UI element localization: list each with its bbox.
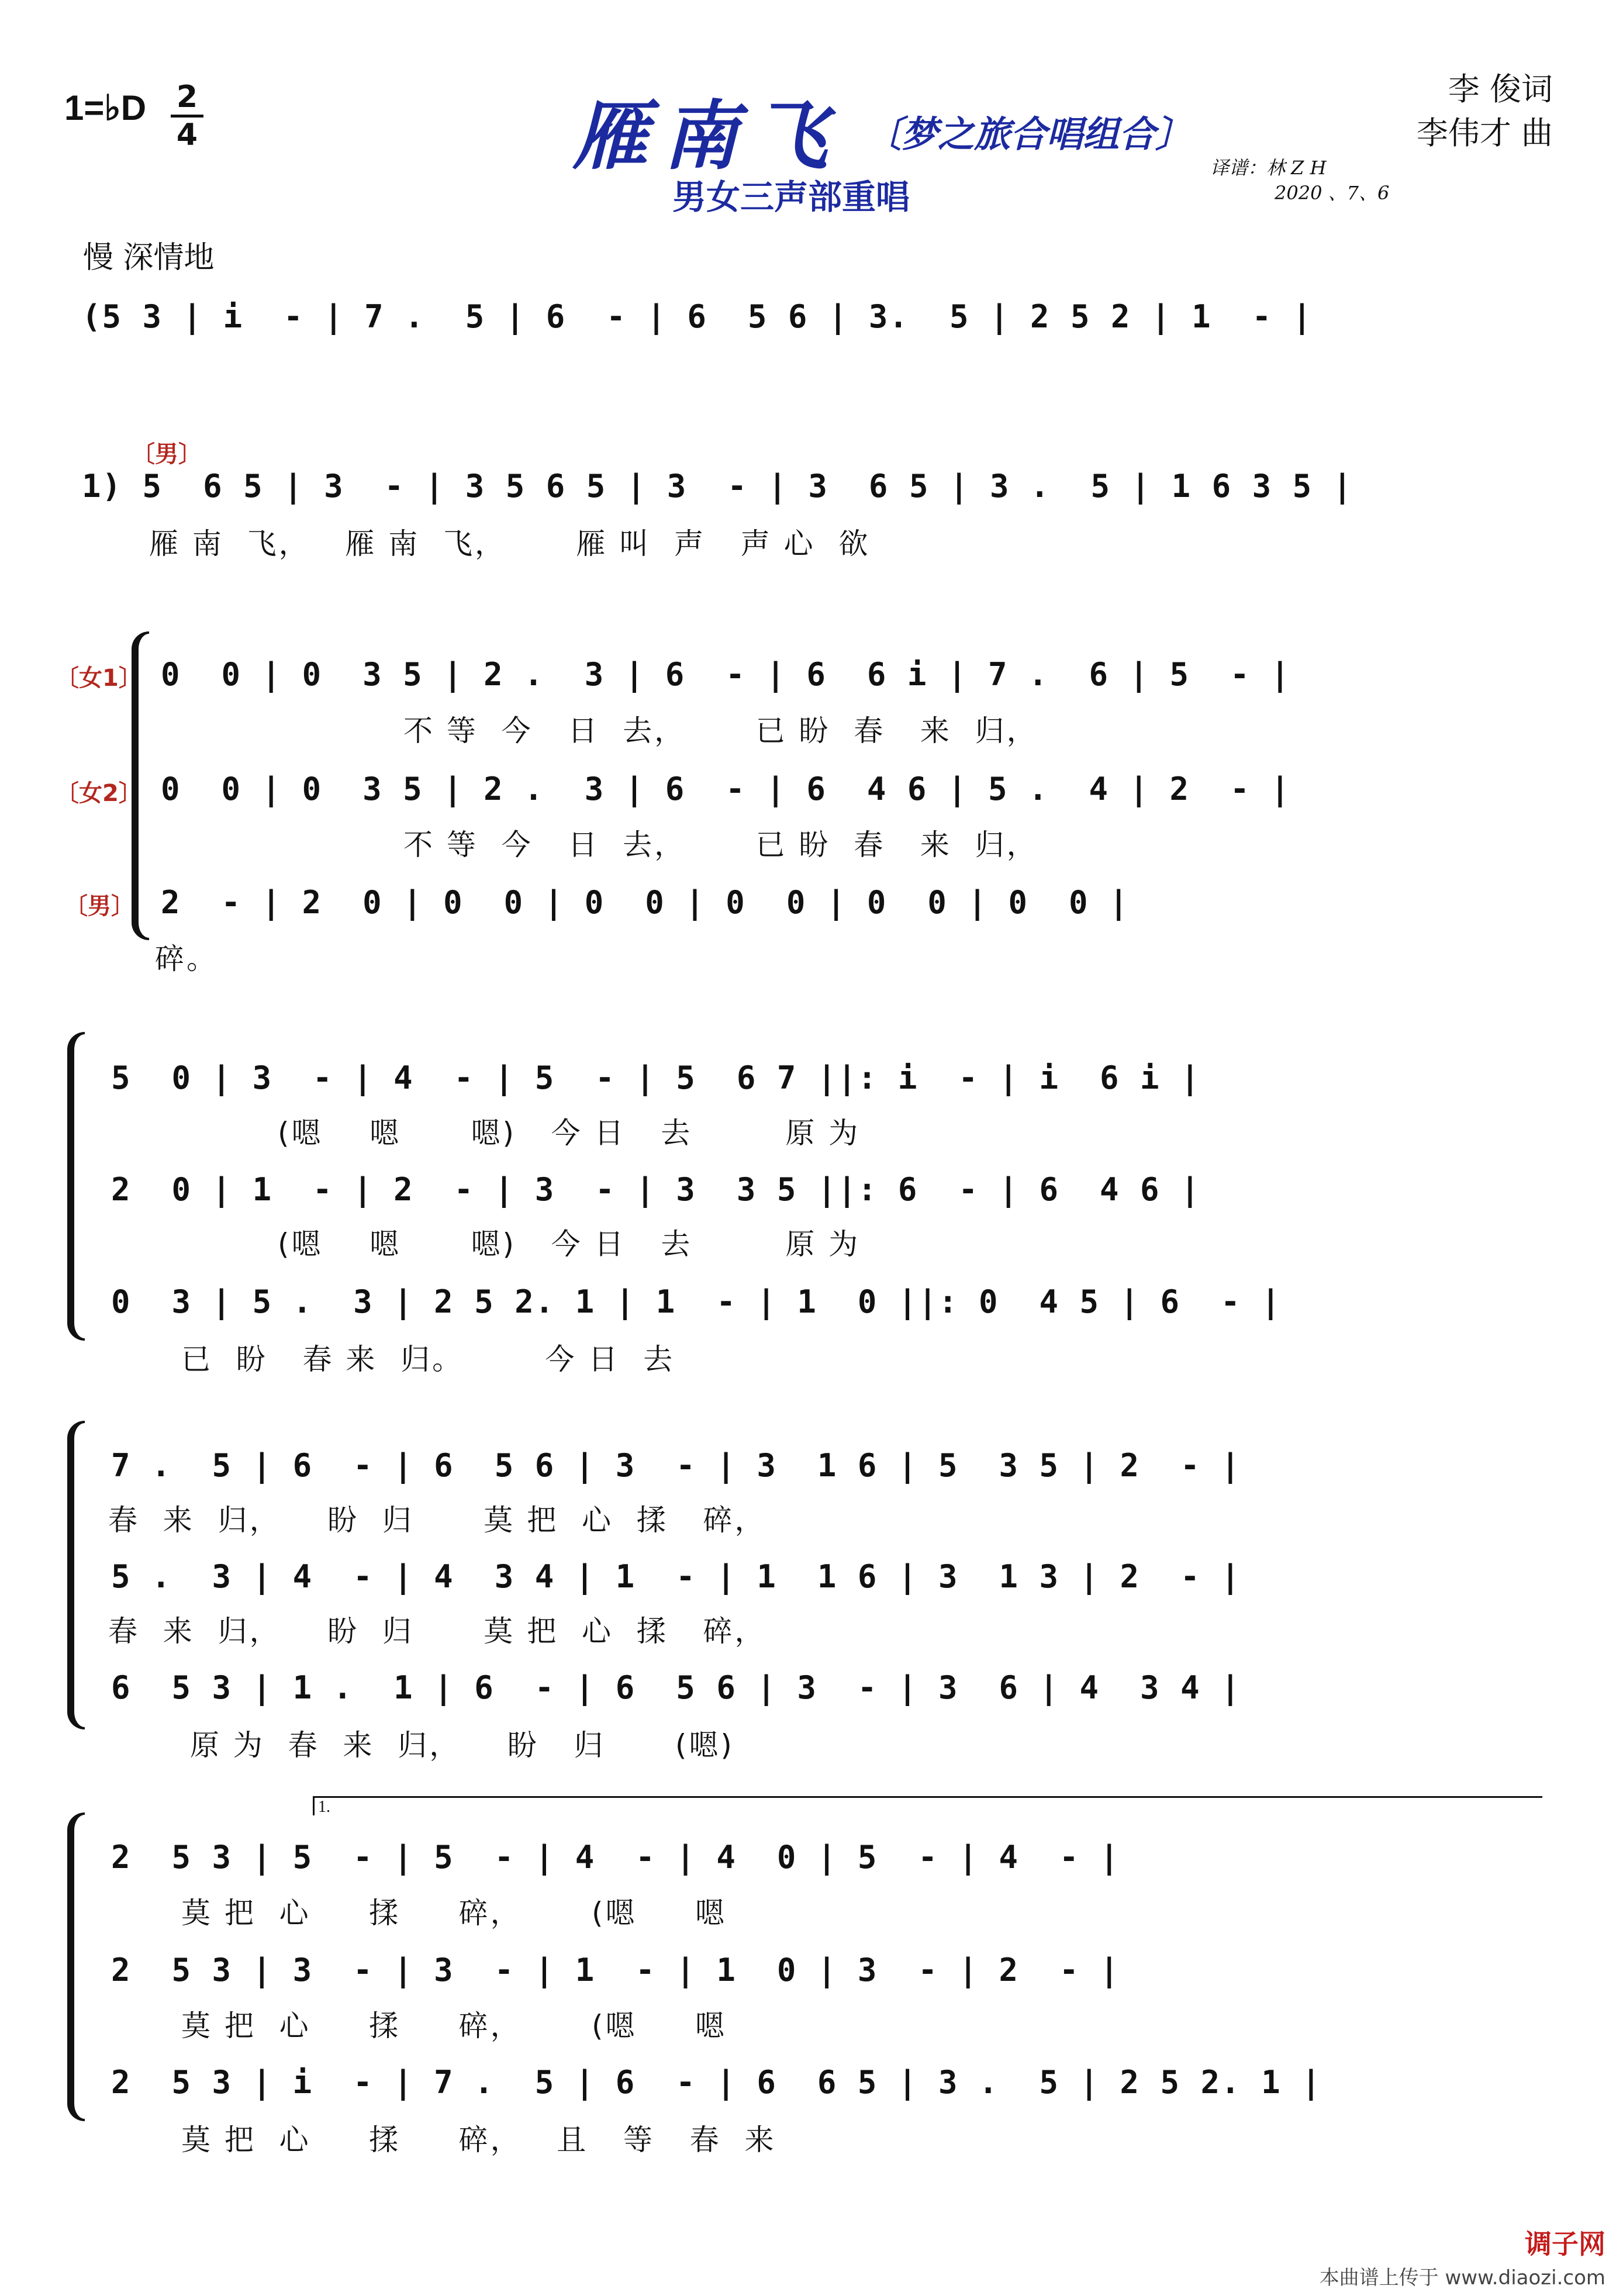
transcribe-date: 2020 、7、6: [1275, 182, 1390, 204]
sys2-notes: 1) 5 6 5 | 3 - | 3 5 6 5 | 3 - | 3 6 5 | 3 . 5 | 1 6 3 5 |: [82, 468, 1353, 505]
watermark-site: 调子网: [1525, 2228, 1605, 2260]
volta-label: 1.: [318, 1798, 330, 1816]
key-signature: 1=♭D: [64, 88, 147, 127]
label-female1: 〔女1〕: [56, 665, 142, 692]
time-signature: [171, 80, 203, 153]
song-subtitle: 〔梦之旅合唱组合〕: [865, 113, 1192, 156]
label-male-2: 〔男〕: [64, 893, 134, 920]
sys5-m-notes: 6 5 3 | 1 . 1 | 6 - | 6 5 6 | 3 - | 3 6 | 4 3 4 |: [111, 1669, 1241, 1706]
lyricist: 李 俊词: [1448, 71, 1553, 108]
sys4-m-notes: 0 3 | 5 . 3 | 2 5 2. 1 | 1 - | 1 0 ||: 0 4 5 | 6 - |: [111, 1283, 1282, 1320]
voice-parts: 男女三声部重唱: [672, 177, 910, 217]
sys5-f1-notes: 7 . 5 | 6 - | 6 5 6 | 3 - | 3 1 6 | 5 3 5 | 2 - |: [111, 1447, 1241, 1484]
time-top: 2: [176, 80, 198, 115]
sys3-m-lyrics: 碎。: [155, 942, 218, 976]
composer: 李伟才 曲: [1416, 115, 1553, 151]
sys5-f1-lyrics: 春 来 归， 盼 归 莫 把 心 揉 碎，: [108, 1503, 766, 1537]
intro-notes: (5 3 | i - | 7 . 5 | 6 - | 6 5 6 | 3. 5 | 2 5 2 | 1 - |: [82, 298, 1313, 335]
time-bottom: 4: [176, 118, 198, 153]
sys3-m-notes: 2 - | 2 0 | 0 0 | 0 0 | 0 0 | 0 0 | 0 0 |: [161, 884, 1130, 921]
tempo-marking: 慢 深情地: [83, 240, 215, 275]
sys4-f2-lyrics: (嗯 嗯 嗯) 今 日 去 原 为: [278, 1227, 861, 1261]
watermark-url: www.diaozi.com: [1445, 2266, 1605, 2290]
sys3-f2-lyrics: 不 等 今 日 去， 已 盼 春 来 归，: [403, 828, 1038, 862]
sys4-f1-lyrics: (嗯 嗯 嗯) 今 日 去 原 为: [278, 1116, 861, 1150]
sys4-f1-notes: 5 0 | 3 - | 4 - | 5 - | 5 6 7 ||: i - | i 6 i |: [111, 1059, 1201, 1096]
sys4-f2-notes: 2 0 | 1 - | 2 - | 3 - | 3 3 5 ||: 6 - | 6 4 6 |: [111, 1171, 1201, 1208]
volta-bracket: [313, 1796, 1542, 1815]
sys3-f1-notes: 0 0 | 0 3 5 | 2 . 3 | 6 - | 6 6 i | 7 . 6 | 5 - |: [161, 656, 1291, 693]
watermark-note: 本曲谱上传于: [1319, 2266, 1439, 2290]
sys6-m-notes: 2 5 3 | i - | 7 . 5 | 6 - | 6 6 5 | 3 . 5 | 2 5 2. 1 |: [111, 2064, 1322, 2101]
transcriber: 译谱：林 Z H: [1210, 157, 1327, 179]
label-male: 〔男〕: [132, 441, 202, 468]
system-brace-2: [67, 1032, 85, 1341]
sys5-m-lyrics: 原 为 春 来 归， 盼 归 (嗯): [190, 1728, 734, 1762]
sys5-f2-notes: 5 . 3 | 4 - | 4 3 4 | 1 - | 1 1 6 | 3 1 3 | 2 - |: [111, 1558, 1241, 1595]
sys2-lyrics: 雁 南 飞， 雁 南 飞， 雁 叫 声 声 心 欲: [149, 527, 871, 561]
sys6-f1-lyrics: 莫 把 心 揉 碎， (嗯 嗯: [181, 1896, 727, 1930]
sys6-f1-notes: 2 5 3 | 5 - | 5 - | 4 - | 4 0 | 5 - | 4 - |: [111, 1839, 1120, 1876]
sys5-f2-lyrics: 春 来 归， 盼 归 莫 把 心 揉 碎，: [108, 1614, 766, 1648]
sys3-f1-lyrics: 不 等 今 日 去， 已 盼 春 来 归，: [403, 714, 1038, 748]
sys3-f2-notes: 0 0 | 0 3 5 | 2 . 3 | 6 - | 6 4 6 | 5 . 4 | 2 - |: [161, 771, 1291, 807]
system-brace-3: [67, 1421, 85, 1729]
sys6-m-lyrics: 莫 把 心 揉 碎， 且 等 春 来: [181, 2123, 776, 2157]
label-female2: 〔女2〕: [56, 780, 142, 807]
watermark: [1320, 2223, 1605, 2290]
sys6-f2-lyrics: 莫 把 心 揉 碎， (嗯 嗯: [181, 2009, 727, 2043]
sys6-f2-notes: 2 5 3 | 3 - | 3 - | 1 - | 1 0 | 3 - | 2 - |: [111, 1952, 1120, 1988]
system-brace-4: [67, 1812, 85, 2121]
song-title: 雁南飞: [573, 95, 844, 178]
sys4-m-lyrics: 已 盼 春 来 归。 今 日 去: [181, 1342, 675, 1376]
